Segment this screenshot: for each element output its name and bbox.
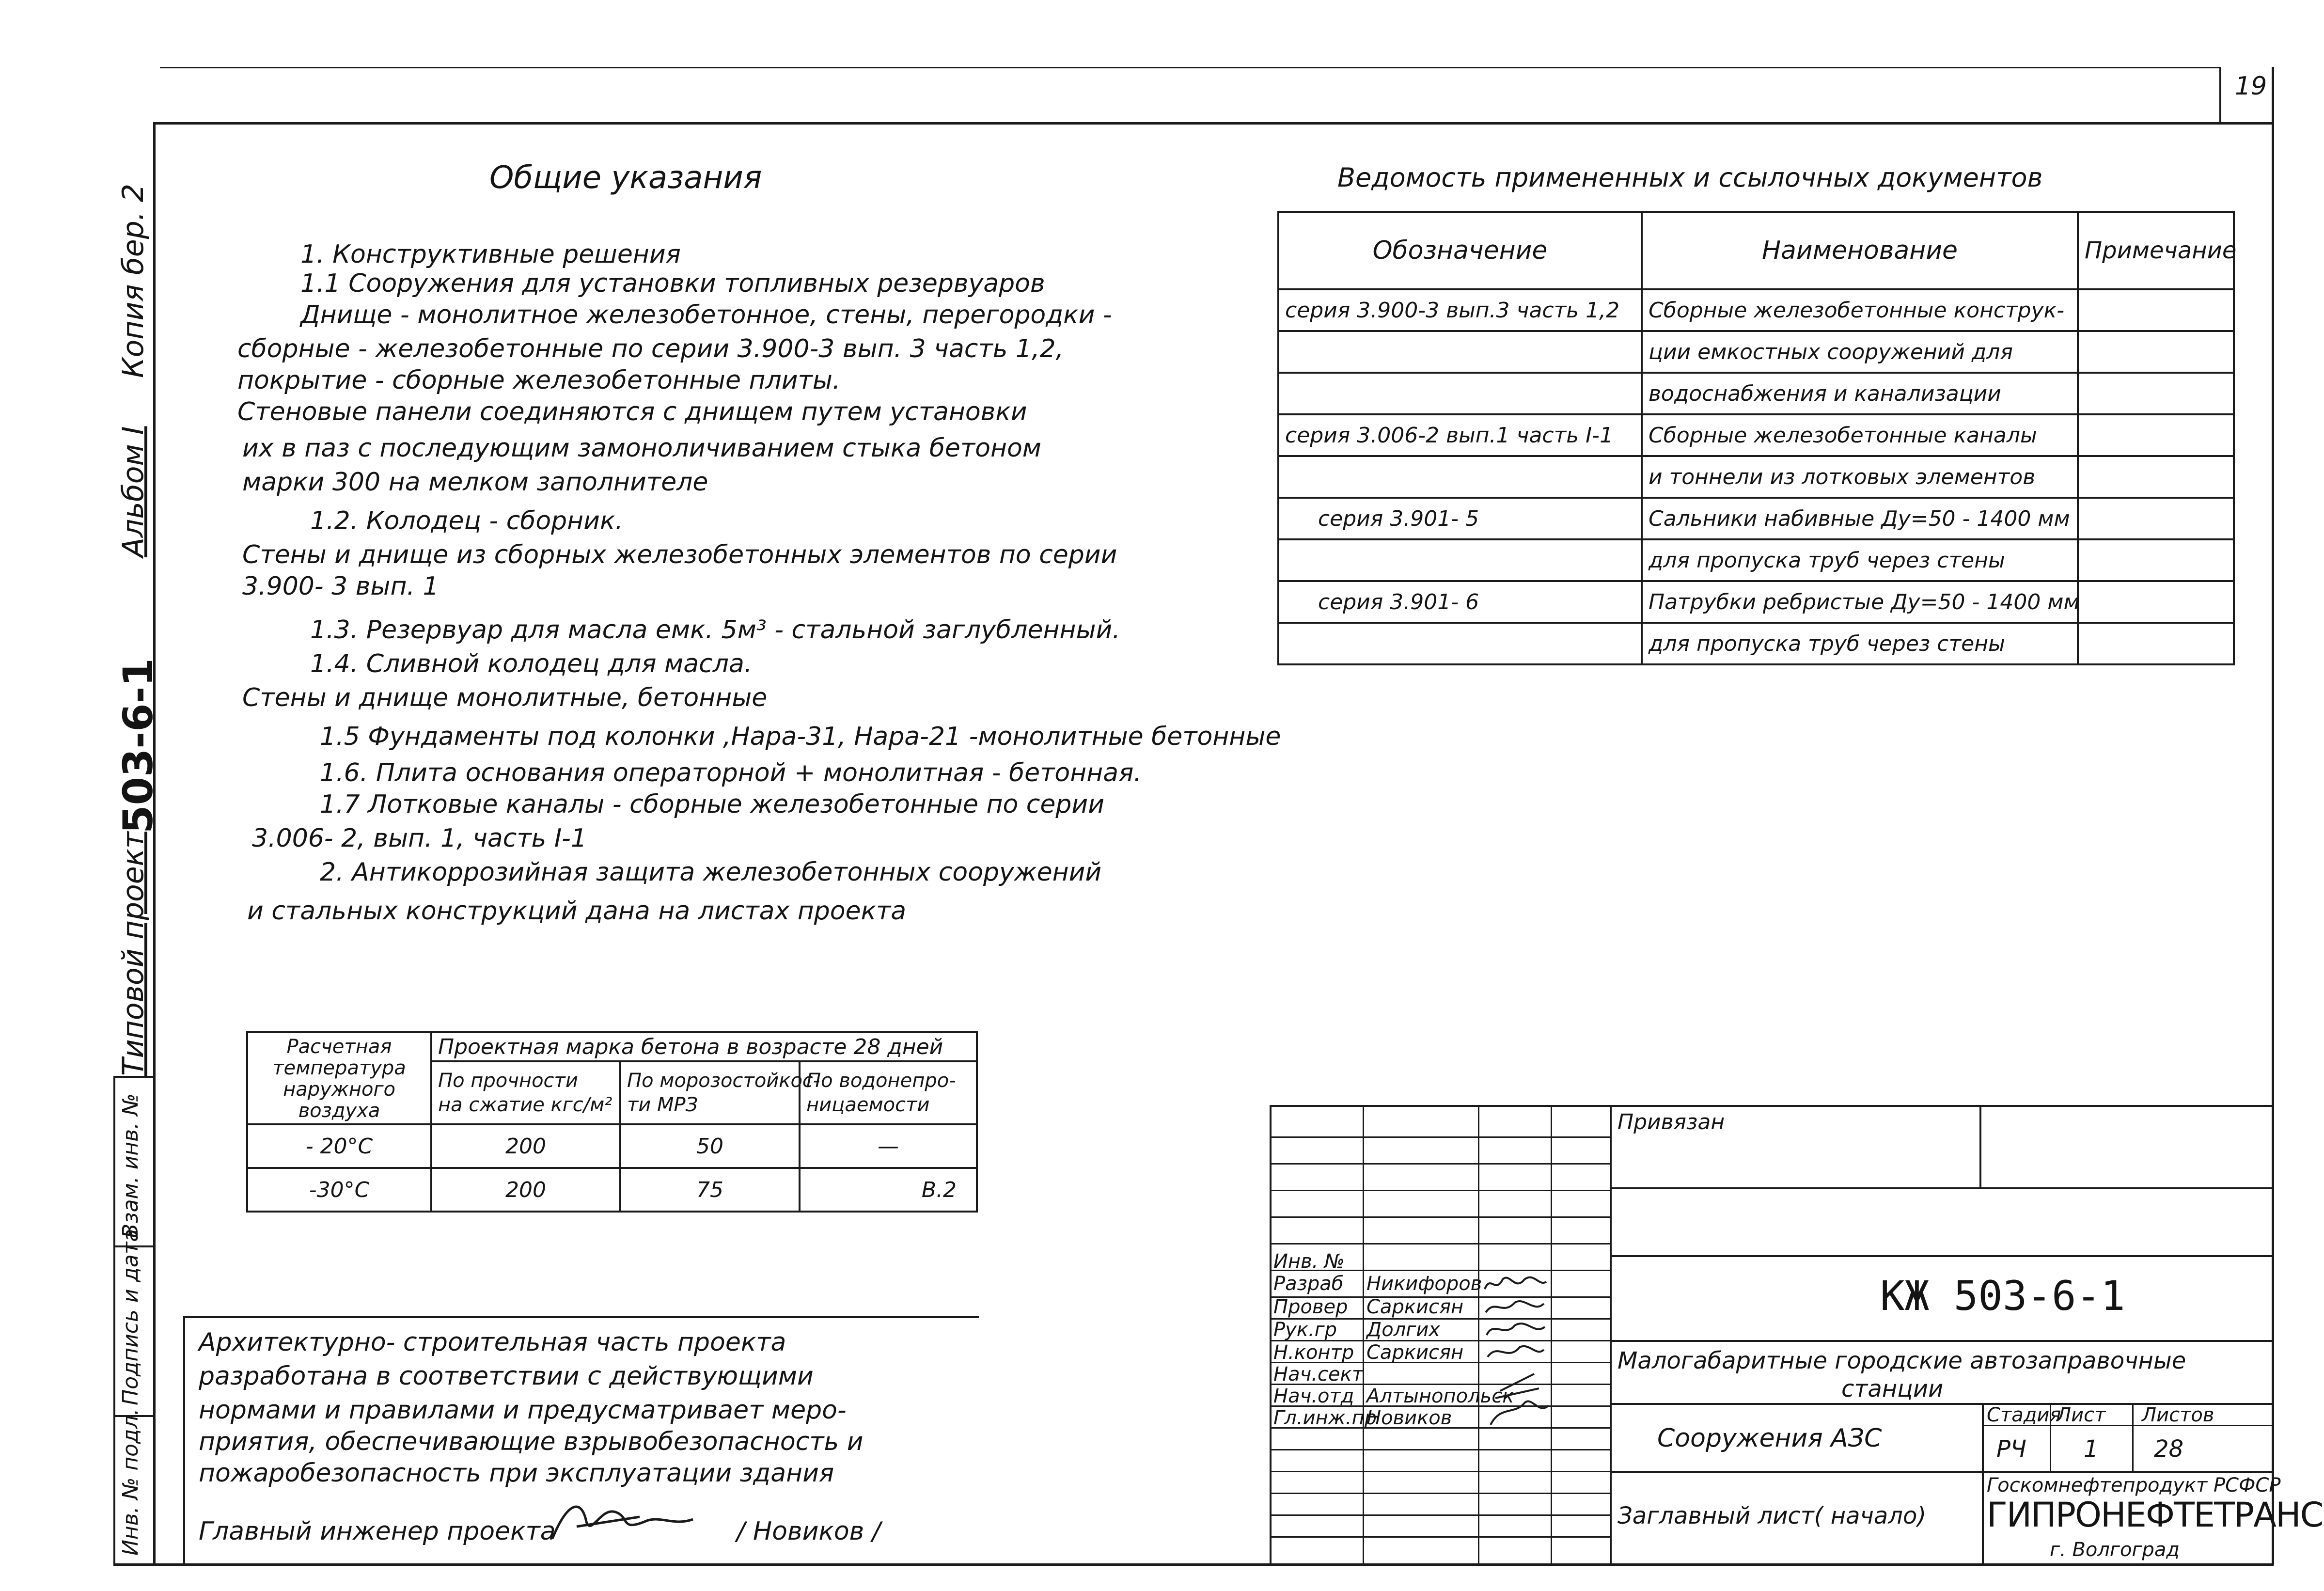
tb-h xyxy=(1270,1243,1610,1244)
tb-v2 xyxy=(1478,1105,1479,1565)
album-label: Альбом I xyxy=(116,426,150,557)
staff-role: Рук.гр xyxy=(1273,1319,1337,1341)
general-line: сборные - железобетонные по серии 3.900-3 вып. 3 часть 1,2, xyxy=(237,334,1064,363)
tb-v1 xyxy=(1363,1105,1364,1565)
general-line: Стены и днище монолитные, бетонные xyxy=(242,683,768,712)
sheet-title: Заглавный лист( начало) xyxy=(1617,1502,1927,1529)
table-row xyxy=(1278,539,2234,581)
concrete-strength: 200 xyxy=(431,1124,620,1168)
chief-engineer-name: / Новиков / xyxy=(737,1517,881,1546)
tb-v-stage xyxy=(1982,1403,1984,1565)
general-line: Днище - монолитное железобетонное, стены, перегородки - xyxy=(300,300,1112,330)
stage-value: РЧ xyxy=(1996,1435,2026,1463)
concrete-col-temperature: Расчетная температура наружного воздуха xyxy=(247,1032,431,1124)
staff-role: Провер xyxy=(1273,1296,1348,1318)
sheets-value: 28 xyxy=(2154,1435,2184,1463)
general-line: покрытие - сборные железобетонные плиты. xyxy=(237,366,841,395)
doc-note xyxy=(2078,373,2234,414)
concrete-frost: 75 xyxy=(620,1168,800,1212)
table-row xyxy=(1278,498,2234,539)
table-row xyxy=(1278,414,2234,456)
general-line: 1.3. Резервуар для масла емк. 5м³ - стальной заглубленный. xyxy=(310,615,1120,645)
docs-col-designation: Обозначение xyxy=(1278,212,1642,289)
staff-role: Нач.сект xyxy=(1273,1363,1363,1386)
tb-h xyxy=(1270,1493,1610,1494)
doc-designation xyxy=(1278,539,1642,581)
general-heading: Общие указания xyxy=(489,160,762,196)
table-row xyxy=(1278,289,2234,331)
staff-name: Долгих xyxy=(1366,1319,1440,1341)
tb-h-stage2 xyxy=(1982,1471,2273,1473)
tb-v3 xyxy=(1551,1105,1552,1565)
note-line: Архитектурно- строительная часть проекта xyxy=(199,1328,786,1357)
note-line: разработана в соответствии с действующими xyxy=(199,1362,814,1391)
project-code: 503-6-1 xyxy=(114,658,162,834)
tb-h xyxy=(1270,1190,1610,1191)
chief-engineer-label: Главный инженер проекта xyxy=(199,1517,556,1546)
general-line: их в паз с последующим замоноличиванием стыка бетоном xyxy=(242,434,1042,463)
frame-bottom xyxy=(113,1563,2274,1566)
note-line: нормами и правилами и предусматривает меро- xyxy=(199,1396,847,1425)
doc-title: для пропуска труб через стены xyxy=(1642,539,2078,581)
doc-title: Сборные железобетонные каналы xyxy=(1642,414,2078,456)
concrete-col-water: По водонепро- ницаемости xyxy=(800,1061,977,1124)
staff-role: Гл.инж.пр xyxy=(1273,1407,1377,1429)
doc-note xyxy=(2078,414,2234,456)
sheet-value: 1 xyxy=(2084,1435,2099,1463)
general-line: Стеновые панели соединяются с днищем путем установки xyxy=(237,397,1027,426)
concrete-water: В.2 xyxy=(800,1168,977,1212)
table-row xyxy=(1278,581,2234,623)
doc-title: водоснабжения и канализации xyxy=(1642,373,2078,414)
project-prefix: Типовой проект xyxy=(116,832,150,1076)
general-line: 3.006- 2, вып. 1, часть I-1 xyxy=(252,824,587,853)
tb-v-sheets xyxy=(2132,1403,2134,1471)
concrete-group-header: Проектная марка бетона в возрасте 28 дней xyxy=(431,1032,977,1061)
privyazan-label: Привязан xyxy=(1617,1110,1725,1134)
doc-note xyxy=(2078,498,2234,539)
concrete-col-frost: По морозостойкос- ти МРЗ xyxy=(620,1061,800,1124)
staff-signatures xyxy=(1481,1270,1551,1430)
note-line: пожаробезопасность при эксплуатации здания xyxy=(199,1459,834,1488)
doc-title: ции емкостных сооружений для xyxy=(1642,331,2078,373)
doc-note xyxy=(2078,456,2234,498)
object-name: Малогабаритные городские автозаправочные xyxy=(1617,1347,2186,1374)
general-line: 1.6. Плита основания операторной + монолитная - бетонная. xyxy=(320,758,1142,788)
doc-title: Патрубки ребристые Ду=50 - 1400 мм xyxy=(1642,581,2078,623)
doc-title: для пропуска труб через стены xyxy=(1642,623,2078,664)
general-line: 3.900- 3 вып. 1 xyxy=(242,572,439,601)
tb-h xyxy=(1270,1163,1610,1165)
concrete-col-strength: По прочности на сжатие кгс/м² xyxy=(431,1061,620,1124)
doc-designation: серия 3.006-2 вып.1 часть I-1 xyxy=(1278,414,1642,456)
org-city: г. Волгоград xyxy=(2050,1539,2180,1561)
documents-table xyxy=(1277,211,2235,665)
general-line: 1.7 Лотковые каналы - сборные железобетонные по серии xyxy=(320,790,1104,819)
chief-engineer-signature xyxy=(548,1493,722,1546)
staff-name: Саркисян xyxy=(1366,1296,1464,1318)
doc-designation xyxy=(1278,331,1642,373)
margin-label-replace: Взам. инв. № xyxy=(118,1093,143,1238)
concrete-table xyxy=(246,1031,978,1213)
tb-h-code-top xyxy=(1610,1255,2274,1257)
tb-h xyxy=(1270,1514,1610,1516)
concrete-temperature: - 20°С xyxy=(247,1124,431,1168)
inv-label: Инв. № xyxy=(1273,1250,1345,1273)
copy-label: Копия бер. 2 xyxy=(116,183,150,378)
doc-designation xyxy=(1278,623,1642,664)
concrete-strength: 200 xyxy=(431,1168,620,1212)
note-frame-left xyxy=(183,1316,185,1565)
tb-h xyxy=(1270,1216,1610,1218)
doc-note xyxy=(2078,623,2234,664)
doc-note xyxy=(2078,289,2234,331)
top-trim-line xyxy=(160,67,2219,68)
frame-left xyxy=(153,122,156,1564)
tb-h-privyazan xyxy=(1610,1187,2274,1189)
doc-title: Сальники набивные Ду=50 - 1400 мм xyxy=(1642,498,2078,539)
margin-strip-divider xyxy=(113,1076,155,1078)
tb-h xyxy=(1270,1449,1610,1450)
frame-top xyxy=(155,122,2274,125)
object-name-cont: станции xyxy=(1841,1375,1944,1402)
margin-strip-left xyxy=(113,1076,115,1565)
tb-top xyxy=(1270,1105,2274,1107)
tb-v4 xyxy=(1610,1105,1612,1565)
tb-left xyxy=(1270,1105,1272,1565)
doc-designation xyxy=(1278,456,1642,498)
doc-title: Сборные железобетонные конструк- xyxy=(1642,289,2078,331)
general-line: 1.1 Сооружения для установки топливных резервуаров xyxy=(300,269,1045,298)
staff-role: Н.контр xyxy=(1273,1341,1354,1364)
staff-name: Никифоров xyxy=(1366,1273,1482,1295)
doc-title: и тоннели из лотковых элементов xyxy=(1642,456,2078,498)
general-line: и стальных конструкций дана на листах проекта xyxy=(247,897,907,926)
margin-label-inv: Инв. № подл. xyxy=(118,1408,143,1556)
general-line: 1.5 Фундаменты под колонки ,Нара-31, Нара-21 -монолитные бетонные xyxy=(320,722,1281,751)
table-row xyxy=(247,1168,977,1212)
staff-name: Саркисян xyxy=(1366,1341,1464,1364)
table-row xyxy=(1278,373,2234,414)
org-ministry: Госкомнефтепродукт РСФСР xyxy=(1987,1474,2281,1496)
doc-designation xyxy=(1278,373,1642,414)
structure-name: Сооружения АЗС xyxy=(1657,1424,1882,1453)
staff-name: Алтынопольск xyxy=(1366,1385,1514,1407)
doc-note xyxy=(2078,331,2234,373)
tb-privyazan-sep xyxy=(1979,1105,1981,1187)
margin-label-signature: Подпись и дата xyxy=(118,1229,143,1405)
doc-designation: серия 3.901- 5 xyxy=(1278,498,1642,539)
docs-col-name: Наименование xyxy=(1642,212,2078,289)
sheet-header: Лист xyxy=(2057,1404,2106,1426)
concrete-frost: 50 xyxy=(620,1124,800,1168)
doc-note xyxy=(2078,539,2234,581)
general-line: 1.2. Колодец - сборник. xyxy=(310,506,623,536)
doc-designation: серия 3.901- 6 xyxy=(1278,581,1642,623)
org-name: ГИПРОНЕФТЕТРАНС xyxy=(1987,1495,2323,1535)
note-frame-top xyxy=(184,1316,979,1318)
concrete-temperature: -30°С xyxy=(247,1168,431,1212)
concrete-water: — xyxy=(800,1124,977,1168)
general-line: 1.4. Сливной колодец для масла. xyxy=(310,649,753,678)
tb-h xyxy=(1270,1471,1610,1472)
doc-note xyxy=(2078,581,2234,623)
table-row xyxy=(1278,331,2234,373)
doc-designation: серия 3.900-3 вып.3 часть 1,2 xyxy=(1278,289,1642,331)
stage-header: Стадия xyxy=(1987,1404,2061,1426)
general-line: 2. Антикоррозийная защита железобетонных сооружений xyxy=(320,858,1102,887)
sheets-header: Листов xyxy=(2142,1404,2214,1426)
page-number-box-left xyxy=(2219,67,2221,124)
general-line: 1. Конструктивные решения xyxy=(300,240,681,269)
tb-h xyxy=(1270,1136,1610,1138)
table-row xyxy=(1278,456,2234,498)
docs-col-note: Примечание xyxy=(2078,212,2234,289)
table-row xyxy=(247,1124,977,1168)
tb-h xyxy=(1270,1536,1610,1538)
staff-role: Разраб xyxy=(1273,1273,1344,1295)
tb-h-object xyxy=(1610,1340,2274,1342)
staff-name: Новиков xyxy=(1366,1407,1452,1429)
drawing-code: КЖ 503-6-1 xyxy=(1880,1272,2125,1320)
table-row xyxy=(1278,623,2234,664)
staff-role: Нач.отд xyxy=(1273,1385,1354,1407)
page-number: 19 xyxy=(2235,72,2267,101)
note-line: приятия, обеспечивающие взрывобезопасность и xyxy=(199,1427,864,1456)
docs-heading: Ведомость примененных и ссылочных документов xyxy=(1337,162,2043,193)
general-line: марки 300 на мелком заполнителе xyxy=(242,468,708,497)
general-line: Стены и днище из сборных железобетонных элементов по серии xyxy=(242,540,1117,569)
